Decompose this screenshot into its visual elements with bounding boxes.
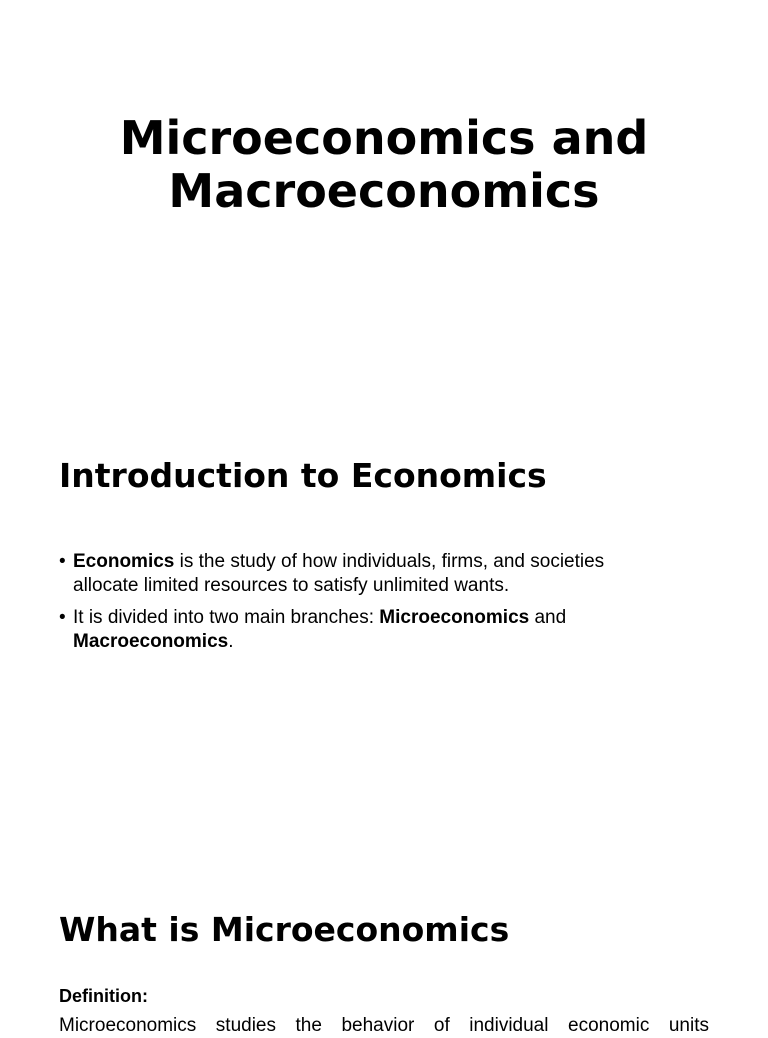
intro-bullet-list: [59, 550, 659, 662]
term-microeconomics: Microeconomics: [379, 607, 530, 628]
term-economics: Economics: [73, 551, 175, 572]
definition-label: Definition:: [59, 986, 148, 1006]
title-line-2: Macroeconomics: [168, 164, 600, 218]
bullet-text: .: [228, 631, 234, 652]
bullet-icon: •: [59, 607, 66, 628]
title-line-1: Microeconomics and: [119, 111, 649, 165]
definition-text: Microeconomics studies the behavior of individual economic units: [59, 1015, 709, 1036]
bullet-item-branches: [59, 606, 659, 654]
section-heading-microeconomics: What is Microeconomics: [59, 910, 510, 949]
bullet-icon: •: [59, 551, 66, 572]
document-title: [0, 112, 768, 218]
term-macroeconomics: Macroeconomics: [73, 631, 229, 652]
bullet-text: is the study of how individuals, firms, and societies allocate limited resources to satisfy unlimited wants.: [73, 551, 605, 596]
bullet-text: It is divided into two main branches:: [73, 607, 380, 628]
section-heading-introduction: Introduction to Economics: [59, 456, 547, 495]
bullet-text: and: [529, 607, 567, 628]
bullet-item-economics-definition: [59, 550, 659, 598]
